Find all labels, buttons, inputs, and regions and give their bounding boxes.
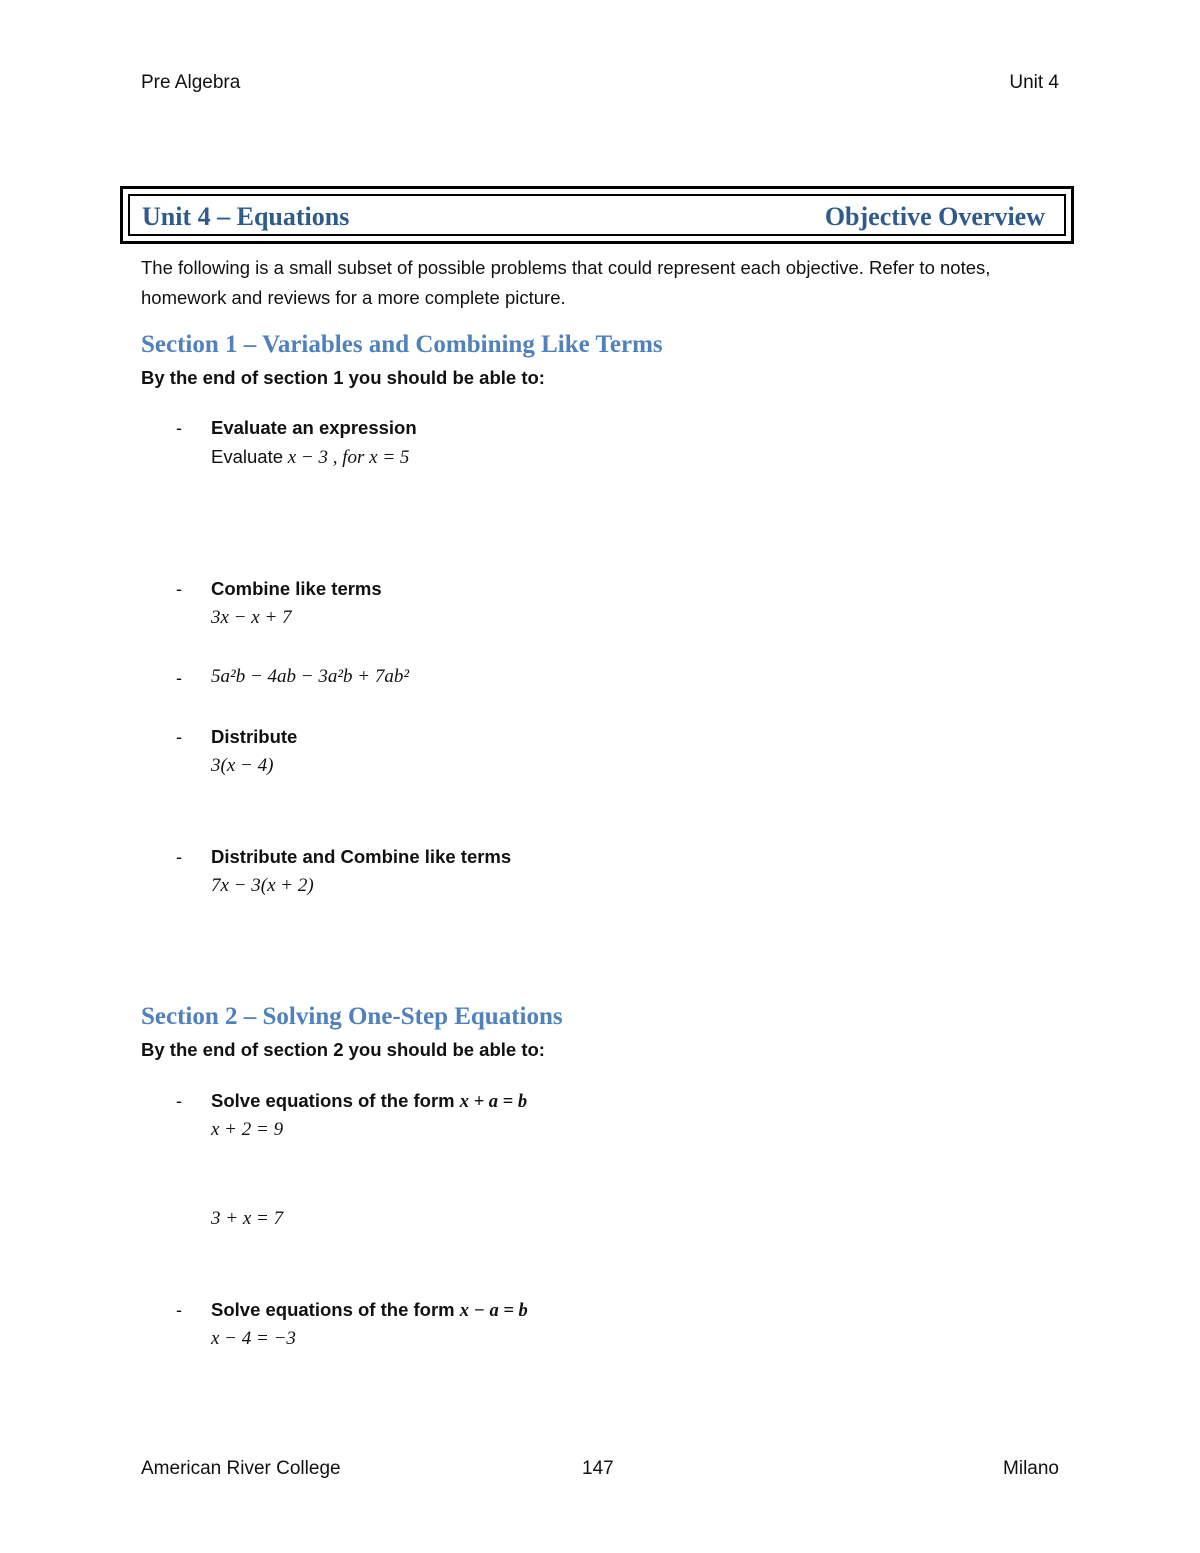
footer-left: American River College	[141, 1458, 341, 1479]
bullet-dash: -	[176, 727, 182, 747]
example-combine-like-terms-2: 5a²b − 4ab − 3a²b + 7ab²	[211, 666, 410, 687]
example-combine-like-terms: 3x − x + 7	[211, 607, 292, 628]
example-evaluate-expr: x − 3 , for x = 5	[287, 447, 410, 468]
objective-evaluate-expression: Evaluate an expression	[211, 417, 417, 438]
example-distribute-combine: 7x − 3(x + 2)	[211, 875, 314, 896]
objective-solve-form: x + a = b	[459, 1092, 528, 1112]
bullet-dash: -	[176, 579, 182, 599]
objective-solve-prefix: Solve equations of the form	[211, 1090, 455, 1111]
objective-solve-x-plus-a	[211, 1090, 527, 1113]
intro-paragraph: The following is a small subset of possible problems that could represent each objective. Refer to notes, homework and reviews for a more complete picture.	[141, 257, 991, 308]
section1-title: Section 1 – Variables and Combining Like Terms	[141, 331, 663, 358]
header-right: Unit 4	[1009, 72, 1059, 93]
example-solve-3: x − 4 = −3	[211, 1328, 296, 1349]
objective-solve-x-minus-a	[211, 1299, 528, 1322]
example-distribute: 3(x − 4)	[211, 755, 274, 776]
footer-right: Milano	[1003, 1458, 1059, 1479]
header-left: Pre Algebra	[141, 72, 241, 93]
objective-distribute-combine: Distribute and Combine like terms	[211, 846, 512, 867]
objective-combine-like-terms: Combine like terms	[211, 578, 382, 599]
objective-distribute: Distribute	[211, 726, 298, 747]
unit-title: Unit 4 – Equations	[142, 202, 350, 231]
example-evaluate-prefix: Evaluate	[211, 446, 283, 467]
example-solve-2: 3 + x = 7	[211, 1208, 284, 1229]
bullet-dash: -	[176, 418, 182, 438]
bullet-dash: -	[176, 1091, 182, 1111]
section2-subtitle: By the end of section 2 you should be able to:	[141, 1039, 545, 1060]
example-solve-1: x + 2 = 9	[211, 1119, 284, 1140]
objective-overview-title: Objective Overview	[824, 202, 1045, 231]
bullet-dash: -	[176, 1300, 182, 1320]
example-evaluate	[211, 446, 409, 469]
page-number: 147	[582, 1458, 614, 1479]
objective-solve-prefix: Solve equations of the form	[211, 1299, 455, 1320]
section1-subtitle: By the end of section 1 you should be able to:	[141, 367, 545, 388]
objective-solve-form: x − a = b	[459, 1301, 528, 1321]
section2-title: Section 2 – Solving One-Step Equations	[141, 1003, 563, 1030]
bullet-dash: -	[176, 847, 182, 867]
bullet-dash: -	[176, 668, 182, 688]
